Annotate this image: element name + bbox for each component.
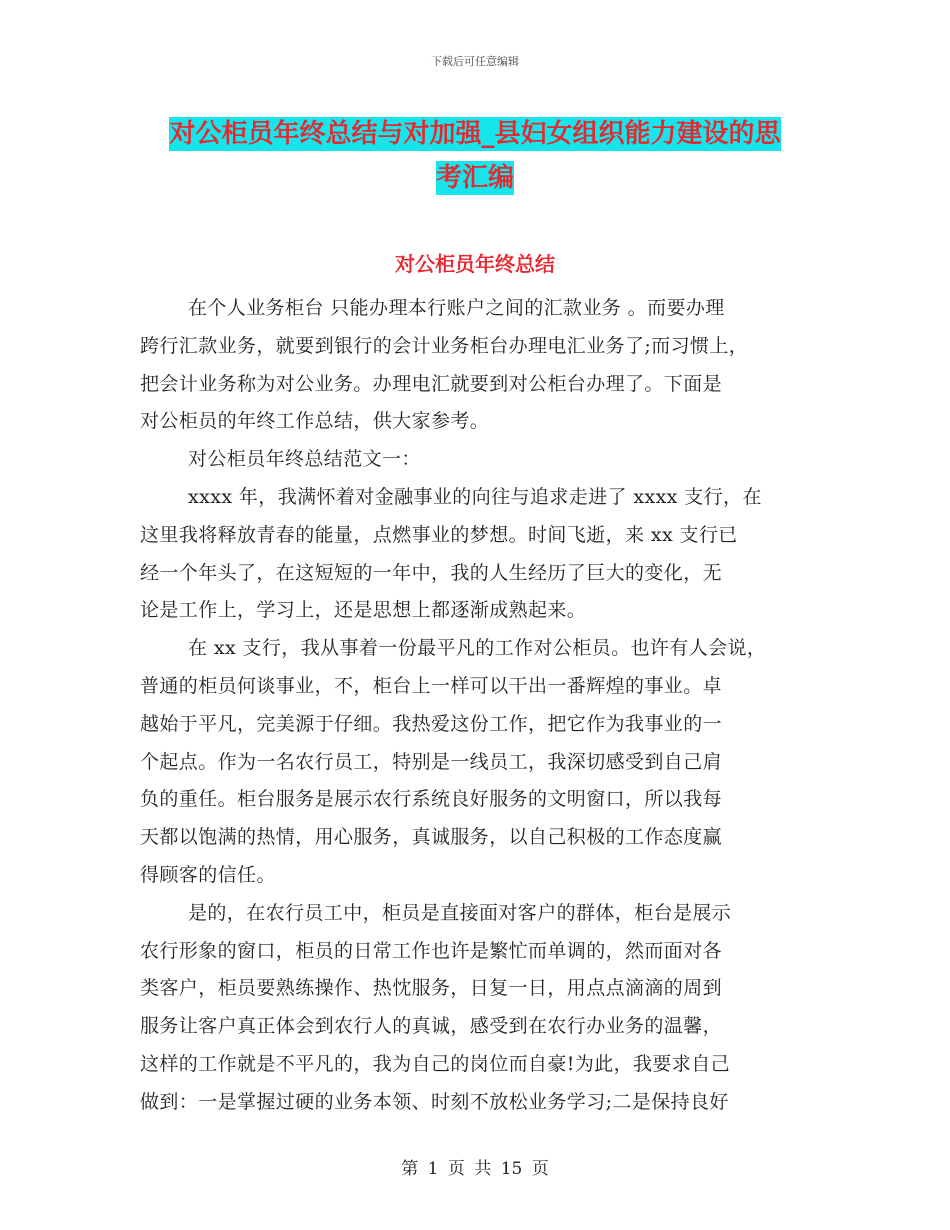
- text-line: 经一个年头了，在这短短的一年中，我的人生经历了巨大的变化，无: [140, 561, 723, 584]
- text-line: 类客户，柜员要熟练操作、热忱服务，日复一日，用点点滴滴的周到: [140, 977, 723, 1000]
- text-line: 这里我将释放青春的能量，点燃事业的梦想。时间飞逝，来 xx 支行已: [140, 523, 738, 546]
- text-line: 把会计业务称为对公业务。办理电汇就要到对公柜台办理了。下面是: [140, 372, 723, 395]
- text-line: 天都以饱满的热情，用心服务，真诚服务，以自己积极的工作态度赢: [140, 826, 723, 849]
- text-line: 越始于平凡，完美源于仔细。我热爱这份工作，把它作为我事业的一: [140, 712, 723, 735]
- text-line: 农行形象的窗口，柜员的日常工作也许是繁忙而单调的，然而面对各: [140, 939, 723, 962]
- title-line-1: 对公柜员年终总结与对加强_县妇女组织能力建设的思: [169, 119, 781, 149]
- text-line: 普通的柜员何谈事业，不，柜台上一样可以干出一番辉煌的事业。卓: [140, 674, 723, 697]
- text-line: xxxx 年，我满怀着对金融事业的向往与追求走进了 xxxx 支行，在: [188, 485, 762, 508]
- page-footer: 第 1 页 共 15 页: [401, 1159, 549, 1179]
- text-line: 这样的工作就是不平凡的，我为自己的岗位而自豪!为此，我要求自己: [140, 1052, 731, 1075]
- text-line: 对公柜员年终总结范文一：: [188, 448, 421, 471]
- text-line: 做到：一是掌握过硬的业务本领、时刻不放松业务学习;二是保持良好: [140, 1090, 729, 1113]
- title-line-2: 考汇编: [435, 163, 514, 193]
- text-line: 论是工作上，学习上，还是思想上都逐渐成熟起来。: [140, 599, 587, 622]
- text-line: 对公柜员的年终工作总结，供大家参考。: [140, 410, 490, 433]
- text-line: 跨行汇款业务，就要到银行的会计业务柜台办理电汇业务了;而习惯上，: [140, 334, 749, 357]
- header-note: 下载后可任意编辑: [431, 55, 519, 68]
- text-line: 服务让客户真正体会到农行人的真诚，感受到在农行办业务的温馨，: [140, 1015, 723, 1038]
- text-line: 是的，在农行员工中，柜员是直接面对客户的群体，柜台是展示: [188, 901, 732, 924]
- section-title: 对公柜员年终总结: [395, 252, 555, 276]
- text-line: 负的重任。柜台服务是展示农行系统良好服务的文明窗口，所以我每: [140, 788, 723, 811]
- text-line: 个起点。作为一名农行员工，特别是一线员工，我深切感受到自己肩: [140, 750, 723, 773]
- text-line: 得顾客的信任。: [140, 863, 276, 886]
- document-body: [140, 290, 820, 1122]
- text-line: 在个人业务柜台 只能办理本行账户之间的汇款业务 。而要办理: [188, 297, 725, 319]
- document-title: [0, 112, 950, 200]
- text-line: 在 xx 支行，我从事着一份最平凡的工作对公柜员。也许有人会说，: [188, 637, 767, 660]
